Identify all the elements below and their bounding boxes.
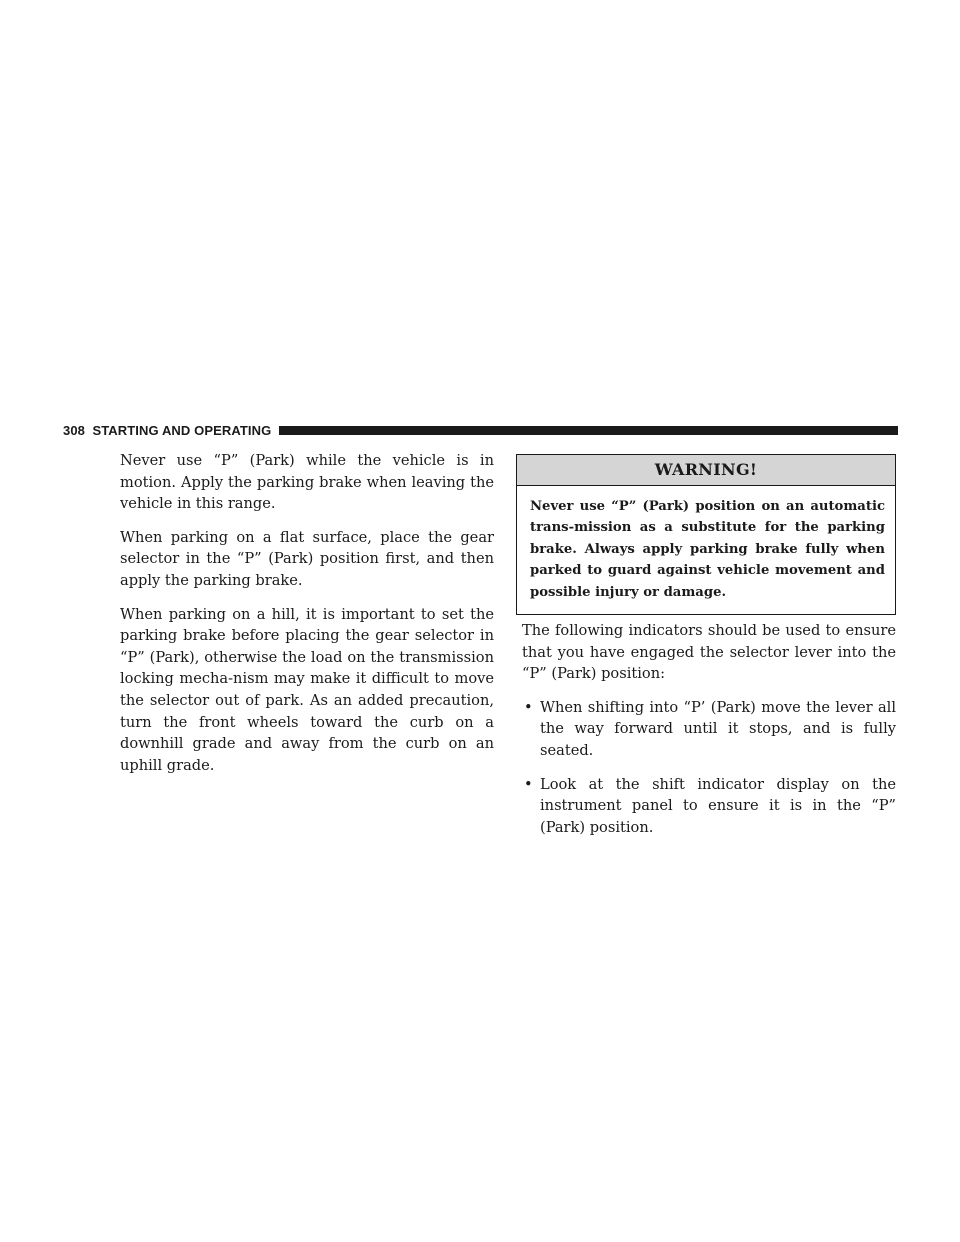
paragraph-indicators-intro: The following indicators should be used to ensure that you have engaged the selector lever into the “P” (Park) position: — [522, 622, 896, 683]
list-item-text: When shifting into “P’ (Park) move the lever all the way forward until it stops, and is fully seated. — [540, 698, 896, 759]
list-item — [522, 697, 896, 762]
right-column — [522, 620, 896, 850]
section-title: STARTING AND OPERATING — [92, 422, 272, 438]
bullet-icon: • — [524, 775, 533, 793]
list-item — [522, 774, 896, 839]
bullet-icon: • — [524, 698, 533, 716]
paragraph-flat-surface: When parking on a flat surface, place the gear selector in the “P” (Park) position first, and then apply the parking brake. — [120, 528, 494, 589]
paragraph-park-in-motion: Never use “P” (Park) while the vehicle is in motion. Apply the parking brake when leaving the vehicle in this range. — [120, 452, 494, 513]
running-header — [63, 423, 279, 438]
page-number: 308 — [63, 422, 85, 438]
page-header — [63, 422, 898, 438]
warning-title: WARNING! — [517, 455, 895, 486]
paragraph-hill-parking: When parking on a hill, it is important to set the parking brake before placing the gear selector in “P” (Park), otherwise the load on the transmission locking mecha-nism may make it difficult to move the selector out of park. As an added precaution, turn the front wheels toward the curb on a downhill grade and away from the curb on an uphill grade. — [120, 605, 494, 774]
list-item-text: Look at the shift indicator display on the instrument panel to ensure it is in the “P” (Park) position. — [540, 775, 896, 836]
warning-body: Never use “P” (Park) position on an automatic trans-mission as a substitute for the parking brake. Always apply parking brake fully when parked to guard against vehicle movement and possible injury or damage. — [530, 499, 885, 600]
left-column — [120, 450, 494, 788]
indicator-list — [522, 697, 896, 839]
header-rule — [279, 426, 898, 435]
warning-box — [516, 454, 896, 615]
